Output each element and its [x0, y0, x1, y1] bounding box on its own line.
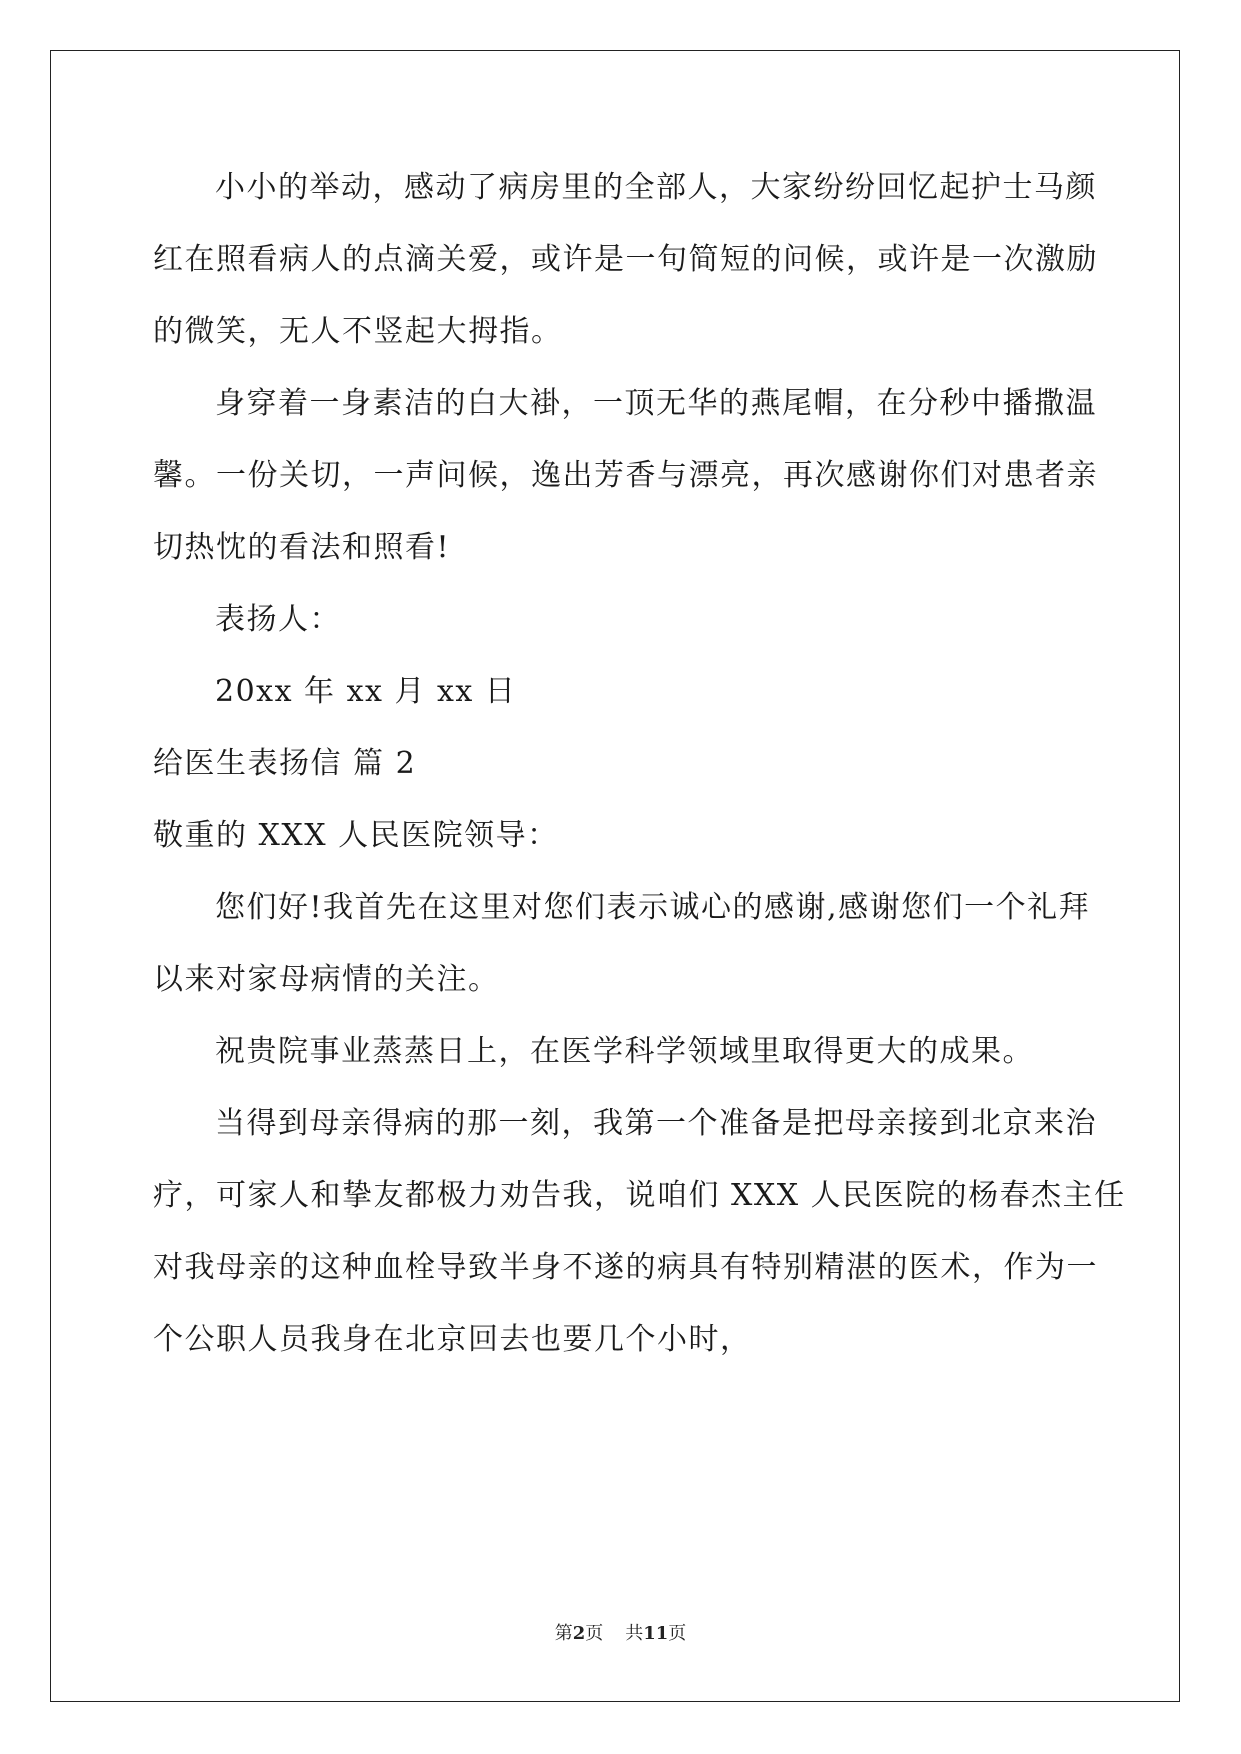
- total-prefix: 共: [625, 1623, 644, 1644]
- page-number: 2: [572, 1623, 586, 1644]
- signature-label: 表扬人：: [215, 602, 341, 637]
- paragraph-line: 个公职人员我身在北京回去也要几个小时，: [153, 1322, 752, 1357]
- total-pages: 11: [643, 1623, 669, 1644]
- paragraph-line: 红在照看病人的点滴关爱，或许是一句简短的问候，或许是一次激励: [153, 242, 1098, 277]
- paragraph-line: 切热忱的看法和照看!: [153, 530, 451, 565]
- paragraph-line: 小小的举动，感动了病房里的全部人，大家纷纷回忆起护士马颜: [215, 170, 1097, 205]
- total-suffix: 页: [668, 1623, 687, 1644]
- paragraph-line: 祝贵院事业蒸蒸日上，在医学科学领域里取得更大的成果。: [215, 1034, 1034, 1069]
- page-border: [50, 50, 1180, 1702]
- salutation: 敬重的 XXX 人民医院领导：: [153, 818, 559, 853]
- page-prefix: 第: [554, 1623, 573, 1644]
- paragraph-line: 当得到母亲得病的那一刻，我第一个准备是把母亲接到北京来治: [215, 1106, 1097, 1141]
- section-heading: 给医生表扬信 篇 2: [153, 746, 417, 781]
- date-line: 20xx 年 xx 月 xx 日: [215, 674, 517, 709]
- paragraph-line: 疗，可家人和挚友都极力劝告我，说咱们 XXX 人民医院的杨春杰主任: [153, 1178, 1126, 1213]
- page-footer: [0, 1619, 1241, 1645]
- paragraph-line: 您们好!我首先在这里对您们表示诚心的感谢,感谢您们一个礼拜: [215, 890, 1091, 925]
- paragraph-line: 馨。一份关切，一声问候，逸出芳香与漂亮，再次感谢你们对患者亲: [153, 458, 1098, 493]
- paragraph-line: 身穿着一身素洁的白大褂，一顶无华的燕尾帽，在分秒中播撒温: [215, 386, 1097, 421]
- paragraph-line: 对我母亲的这种血栓导致半身不遂的病具有特别精湛的医术，作为一: [153, 1250, 1098, 1285]
- paragraph-line: 以来对家母病情的关注。: [153, 962, 500, 997]
- paragraph-line: 的微笑，无人不竖起大拇指。: [153, 314, 563, 349]
- page-suffix: 页: [585, 1623, 604, 1644]
